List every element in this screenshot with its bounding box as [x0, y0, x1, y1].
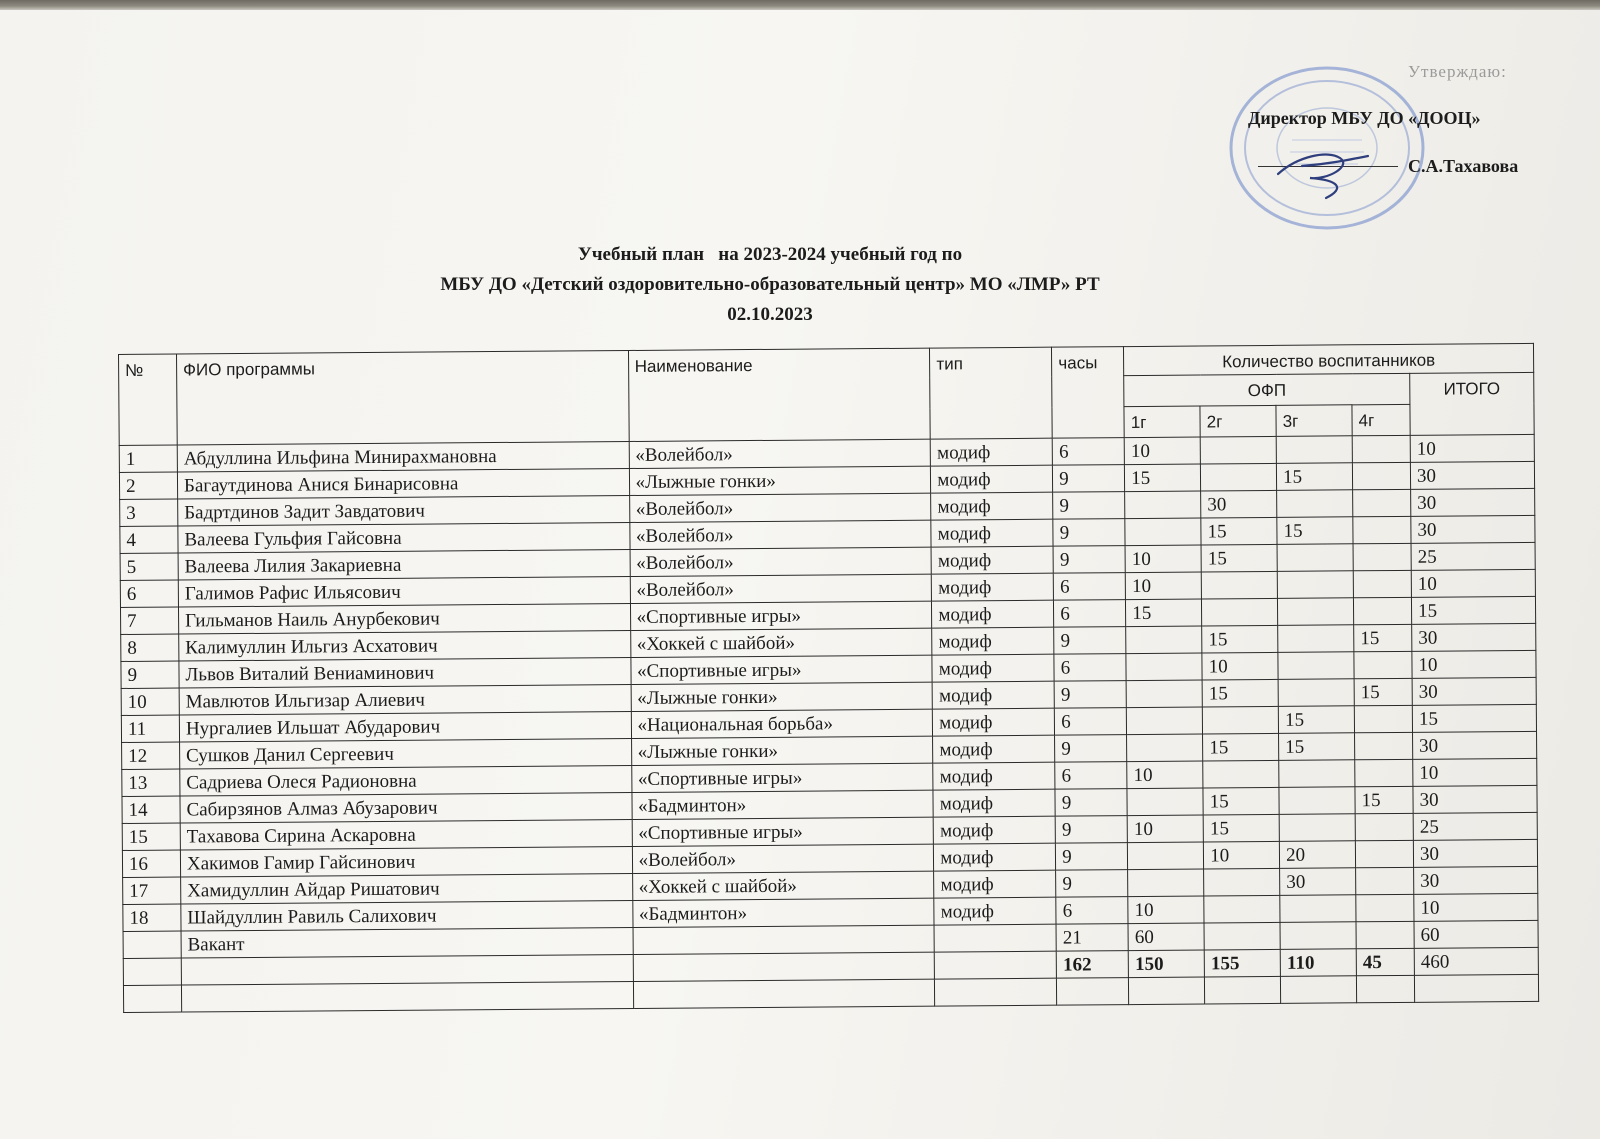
cell-type: модиф [933, 816, 1055, 844]
cell-fio: Хакимов Гамир Гайсинович [180, 846, 632, 877]
total-cell-year-4: 45 [1356, 948, 1414, 975]
cell-year-1 [1128, 842, 1204, 870]
cell-type: модиф [933, 708, 1055, 736]
cell-year-2: 15 [1202, 625, 1278, 653]
cell-program: «Волейбол» [629, 493, 931, 522]
cell-total: 30 [1412, 623, 1536, 651]
cell-year-2: 15 [1202, 679, 1278, 707]
cell-total: 25 [1411, 542, 1535, 570]
cell-year-1 [1125, 518, 1201, 546]
empty-cell [123, 958, 181, 985]
cell-year-1 [1128, 869, 1204, 897]
cell-total: 30 [1414, 866, 1538, 894]
cell-year-4 [1356, 894, 1414, 921]
cell-program: «Бадминтон» [632, 790, 934, 819]
cell-year-2: 15 [1203, 733, 1279, 761]
cell-hours: 6 [1054, 573, 1126, 601]
cell-hours: 6 [1054, 600, 1126, 628]
cell-program: «Спортивные игры» [631, 763, 933, 792]
cell-num: 16 [122, 850, 180, 877]
cell-year-3 [1278, 652, 1354, 680]
cell-year-4 [1355, 813, 1413, 840]
cell-type: модиф [932, 627, 1054, 655]
total-cell-hours: 162 [1056, 951, 1128, 979]
empty-cell [181, 981, 633, 1012]
cell-program: «Бадминтон» [632, 898, 934, 927]
cell-year-1: 10 [1124, 437, 1200, 465]
cell-type: модиф [932, 654, 1054, 682]
cell-year-4: 15 [1355, 786, 1413, 813]
cell-year-1 [1126, 626, 1202, 654]
cell-hours: 9 [1054, 681, 1126, 709]
cell-total: 10 [1411, 569, 1535, 597]
cell-program: «Волейбол» [632, 844, 934, 873]
cell-fio: Сабирзянов Алмаз Абузарович [180, 792, 632, 823]
cell-type: модиф [933, 735, 1055, 763]
empty-cell [181, 954, 633, 985]
cell-program: «Национальная борьба» [631, 709, 933, 738]
cell-total: 30 [1410, 461, 1534, 489]
cell-type: модиф [934, 897, 1056, 925]
cell-year-2: 30 [1201, 490, 1277, 518]
cell-type: модиф [931, 546, 1053, 574]
cell-fio: Гильманов Наиль Анурбекович [178, 603, 630, 634]
cell-program: «Спортивные игры» [630, 655, 932, 684]
cell-year-3 [1280, 922, 1356, 950]
cell-total: 10 [1413, 758, 1537, 786]
cell-program: «Спортивные игры» [630, 601, 932, 630]
total-cell-year-2: 155 [1204, 949, 1280, 977]
cell-hours: 9 [1053, 546, 1125, 574]
cell-year-2 [1200, 436, 1276, 464]
curriculum-table [118, 343, 1539, 1013]
header-students: Количество воспитанников [1124, 343, 1534, 375]
cell-year-3: 20 [1279, 841, 1355, 869]
cell-hours: 6 [1055, 708, 1127, 736]
empty-cell [1129, 977, 1205, 1005]
empty-cell [1057, 978, 1129, 1006]
cell-hours: 6 [1055, 762, 1127, 790]
cell-program: «Хоккей с шайбой» [630, 628, 932, 657]
cell-num: 17 [123, 877, 181, 904]
cell-hours: 9 [1053, 492, 1125, 520]
cell-year-3 [1277, 571, 1353, 599]
cell-year-4 [1356, 867, 1414, 894]
cell-type [934, 924, 1056, 952]
cell-year-3 [1279, 814, 1355, 842]
cell-year-2 [1204, 895, 1280, 923]
cell-type: модиф [932, 600, 1054, 628]
header-type: тип [930, 347, 1053, 439]
cell-year-1 [1127, 734, 1203, 762]
cell-num: 18 [123, 904, 181, 931]
cell-year-3 [1278, 625, 1354, 653]
cell-program: «Спортивные игры» [632, 817, 934, 846]
cell-total: 60 [1414, 920, 1538, 948]
signature-icon [1268, 136, 1378, 206]
cell-year-4 [1353, 489, 1411, 516]
cell-hours: 6 [1052, 438, 1124, 466]
header-year-2: 2г [1200, 405, 1276, 437]
cell-year-4 [1353, 543, 1411, 570]
cell-hours: 6 [1054, 654, 1126, 682]
cell-fio: Вакант [181, 927, 633, 958]
cell-total: 30 [1413, 839, 1537, 867]
cell-year-2: 10 [1202, 652, 1278, 680]
empty-cell [633, 979, 935, 1008]
cell-year-3 [1279, 787, 1355, 815]
cell-fio: Сушков Данил Сергеевич [180, 738, 632, 769]
table-body [119, 434, 1538, 1012]
cell-program [633, 925, 935, 954]
cell-fio: Львов Виталий Вениаминович [179, 657, 631, 688]
empty-cell [1205, 976, 1281, 1004]
cell-num: 7 [120, 607, 178, 634]
cell-hours: 9 [1053, 519, 1125, 547]
cell-type: модиф [931, 465, 1053, 493]
cell-program: «Волейбол» [630, 547, 932, 576]
total-cell-year-3: 110 [1280, 949, 1356, 977]
cell-year-1: 10 [1128, 896, 1204, 924]
cell-type: модиф [932, 573, 1054, 601]
cell-num [123, 931, 181, 958]
cell-year-4 [1354, 651, 1412, 678]
cell-fio: Калимуллин Ильгиз Асхатович [179, 630, 631, 661]
cell-hours: 9 [1054, 627, 1126, 655]
header-hours: часы [1052, 347, 1125, 439]
cell-fio: Садриева Олеся Радионовна [180, 765, 632, 796]
cell-program: «Волейбол» [629, 520, 931, 549]
cell-year-2: 15 [1201, 517, 1277, 545]
cell-program: «Лыжные гонки» [629, 466, 931, 495]
cell-year-1: 10 [1125, 572, 1201, 600]
cell-fio: Валеева Лилия Закариевна [178, 549, 630, 580]
cell-year-3 [1277, 490, 1353, 518]
cell-year-4 [1355, 732, 1413, 759]
header-year-1: 1г [1124, 406, 1200, 438]
approval-label: Утверждаю: [1408, 62, 1507, 81]
header-name: Наименование [628, 348, 930, 441]
cell-total: 10 [1410, 434, 1534, 462]
cell-year-2: 10 [1204, 841, 1280, 869]
cell-year-4 [1353, 516, 1411, 543]
cell-type: модиф [933, 762, 1055, 790]
cell-year-2 [1201, 571, 1277, 599]
cell-program: «Лыжные гонки» [631, 682, 933, 711]
cell-year-2 [1204, 868, 1280, 896]
cell-year-3 [1279, 760, 1355, 788]
cell-hours: 9 [1053, 465, 1125, 493]
cell-year-2 [1203, 760, 1279, 788]
director-title: Директор МБУ ДО «ДООЦ» [1248, 108, 1481, 128]
cell-hours: 9 [1055, 789, 1127, 817]
cell-year-1: 10 [1127, 815, 1203, 843]
cell-year-4 [1355, 840, 1413, 867]
cell-fio: Шайдуллин Равиль Салихович [181, 900, 633, 931]
empty-cell [1281, 976, 1357, 1004]
cell-year-1: 15 [1125, 464, 1201, 492]
cell-type: модиф [932, 681, 1054, 709]
cell-year-1: 15 [1126, 599, 1202, 627]
empty-cell [1414, 974, 1538, 1002]
cell-num: 15 [122, 823, 180, 850]
cell-num: 12 [122, 742, 180, 769]
header-year-3: 3г [1276, 405, 1352, 437]
cell-year-4 [1352, 462, 1410, 489]
cell-total: 10 [1412, 650, 1536, 678]
cell-total: 10 [1414, 893, 1538, 921]
cell-year-3 [1278, 598, 1354, 626]
signatory-name: С.А.Тахавова [1408, 156, 1519, 176]
cell-program: «Волейбол» [629, 439, 931, 468]
cell-total: 15 [1412, 704, 1536, 732]
header-num: № [119, 354, 178, 445]
cell-num: 8 [121, 634, 179, 661]
cell-year-3: 15 [1278, 706, 1354, 734]
cell-year-3 [1277, 544, 1353, 572]
cell-type: модиф [931, 438, 1053, 466]
cell-num: 5 [120, 553, 178, 580]
cell-fio: Тахавова Сирина Аскаровна [180, 819, 632, 850]
cell-year-2 [1204, 922, 1280, 950]
cell-total: 30 [1411, 488, 1535, 516]
cell-year-1: 10 [1125, 545, 1201, 573]
cell-num: 11 [121, 715, 179, 742]
cell-year-1: 10 [1127, 761, 1203, 789]
cell-year-4 [1356, 921, 1414, 948]
cell-hours: 21 [1056, 924, 1128, 952]
title-line-1: Учебный план на 2023-2024 учебный год по [577, 244, 963, 265]
cell-year-2: 15 [1203, 787, 1279, 815]
cell-type: модиф [934, 870, 1056, 898]
cell-year-4 [1355, 759, 1413, 786]
title-date: 02.10.2023 [727, 304, 813, 325]
empty-cell [935, 978, 1057, 1006]
cell-hours: 9 [1056, 843, 1128, 871]
cell-year-1 [1125, 491, 1201, 519]
cell-year-2: 15 [1203, 814, 1279, 842]
cell-fio: Мавлютов Ильгизар Алиевич [179, 684, 631, 715]
empty-cell [935, 951, 1057, 979]
cell-total: 25 [1413, 812, 1537, 840]
cell-year-4: 15 [1354, 678, 1412, 705]
cell-total: 30 [1413, 731, 1537, 759]
cell-fio: Хамидуллин Айдар Ришатович [181, 873, 633, 904]
cell-year-3: 15 [1277, 517, 1353, 545]
empty-cell [1356, 975, 1414, 1002]
cell-fio: Валеева Гульфия Гайсовна [178, 522, 630, 553]
cell-num: 13 [122, 769, 180, 796]
empty-cell [123, 985, 181, 1012]
cell-total: 30 [1411, 515, 1535, 543]
cell-program: «Лыжные гонки» [631, 736, 933, 765]
empty-cell [633, 952, 935, 981]
cell-type: модиф [931, 519, 1053, 547]
total-cell-year-1: 150 [1128, 950, 1204, 978]
cell-num: 14 [122, 796, 180, 823]
cell-hours: 9 [1055, 735, 1127, 763]
header-ofp: ОФП [1124, 373, 1410, 406]
cell-year-3: 30 [1280, 868, 1356, 896]
cell-year-2 [1202, 598, 1278, 626]
cell-type: модиф [933, 789, 1055, 817]
header-fio: ФИО программы [176, 350, 628, 445]
cell-fio: Галимов Рафис Ильясович [178, 576, 630, 607]
cell-year-4 [1353, 570, 1411, 597]
cell-year-4 [1352, 435, 1410, 462]
cell-num: 9 [121, 661, 179, 688]
cell-hours: 9 [1056, 870, 1128, 898]
header-year-4: 4г [1352, 404, 1410, 435]
cell-year-3 [1280, 895, 1356, 923]
cell-year-2 [1201, 463, 1277, 491]
cell-total: 30 [1413, 785, 1537, 813]
cell-type: модиф [934, 843, 1056, 871]
cell-total: 30 [1412, 677, 1536, 705]
cell-total: 15 [1411, 596, 1535, 624]
cell-program: «Хоккей с шайбой» [632, 871, 934, 900]
cell-num: 4 [120, 526, 178, 553]
cell-year-1 [1127, 707, 1203, 735]
cell-year-4 [1354, 597, 1412, 624]
cell-program: «Волейбол» [630, 574, 932, 603]
total-cell-total: 460 [1414, 947, 1538, 975]
cell-fio: Абдуллина Ильфина Минирахмановна [177, 441, 629, 472]
cell-num: 6 [120, 580, 178, 607]
title-line-2: МБУ ДО «Детский оздоровительно-образовательный центр» МО «ЛМР» РТ [440, 274, 1100, 295]
cell-year-1 [1126, 653, 1202, 681]
cell-year-3 [1278, 679, 1354, 707]
cell-year-4 [1354, 705, 1412, 732]
cell-year-3: 15 [1277, 463, 1353, 491]
cell-year-1: 60 [1128, 923, 1204, 951]
cell-fio: Багаутдинова Анися Бинарисовна [177, 468, 629, 499]
cell-year-1 [1126, 680, 1202, 708]
cell-num: 10 [121, 688, 179, 715]
cell-year-4: 15 [1354, 624, 1412, 651]
document-title [240, 240, 1300, 330]
cell-num: 1 [119, 445, 177, 472]
cell-year-3 [1276, 436, 1352, 464]
cell-type: модиф [931, 492, 1053, 520]
cell-year-3: 15 [1279, 733, 1355, 761]
cell-fio: Нургалиев Ильшат Абударович [179, 711, 631, 742]
cell-num: 3 [120, 499, 178, 526]
cell-year-2: 15 [1201, 544, 1277, 572]
cell-hours: 6 [1056, 897, 1128, 925]
cell-year-1 [1127, 788, 1203, 816]
cell-hours: 9 [1055, 816, 1127, 844]
cell-num: 2 [119, 472, 177, 499]
header-total: ИТОГО [1410, 372, 1534, 435]
cell-year-2 [1202, 706, 1278, 734]
cell-fio: Бадртдинов Задит Завдатович [178, 495, 630, 526]
